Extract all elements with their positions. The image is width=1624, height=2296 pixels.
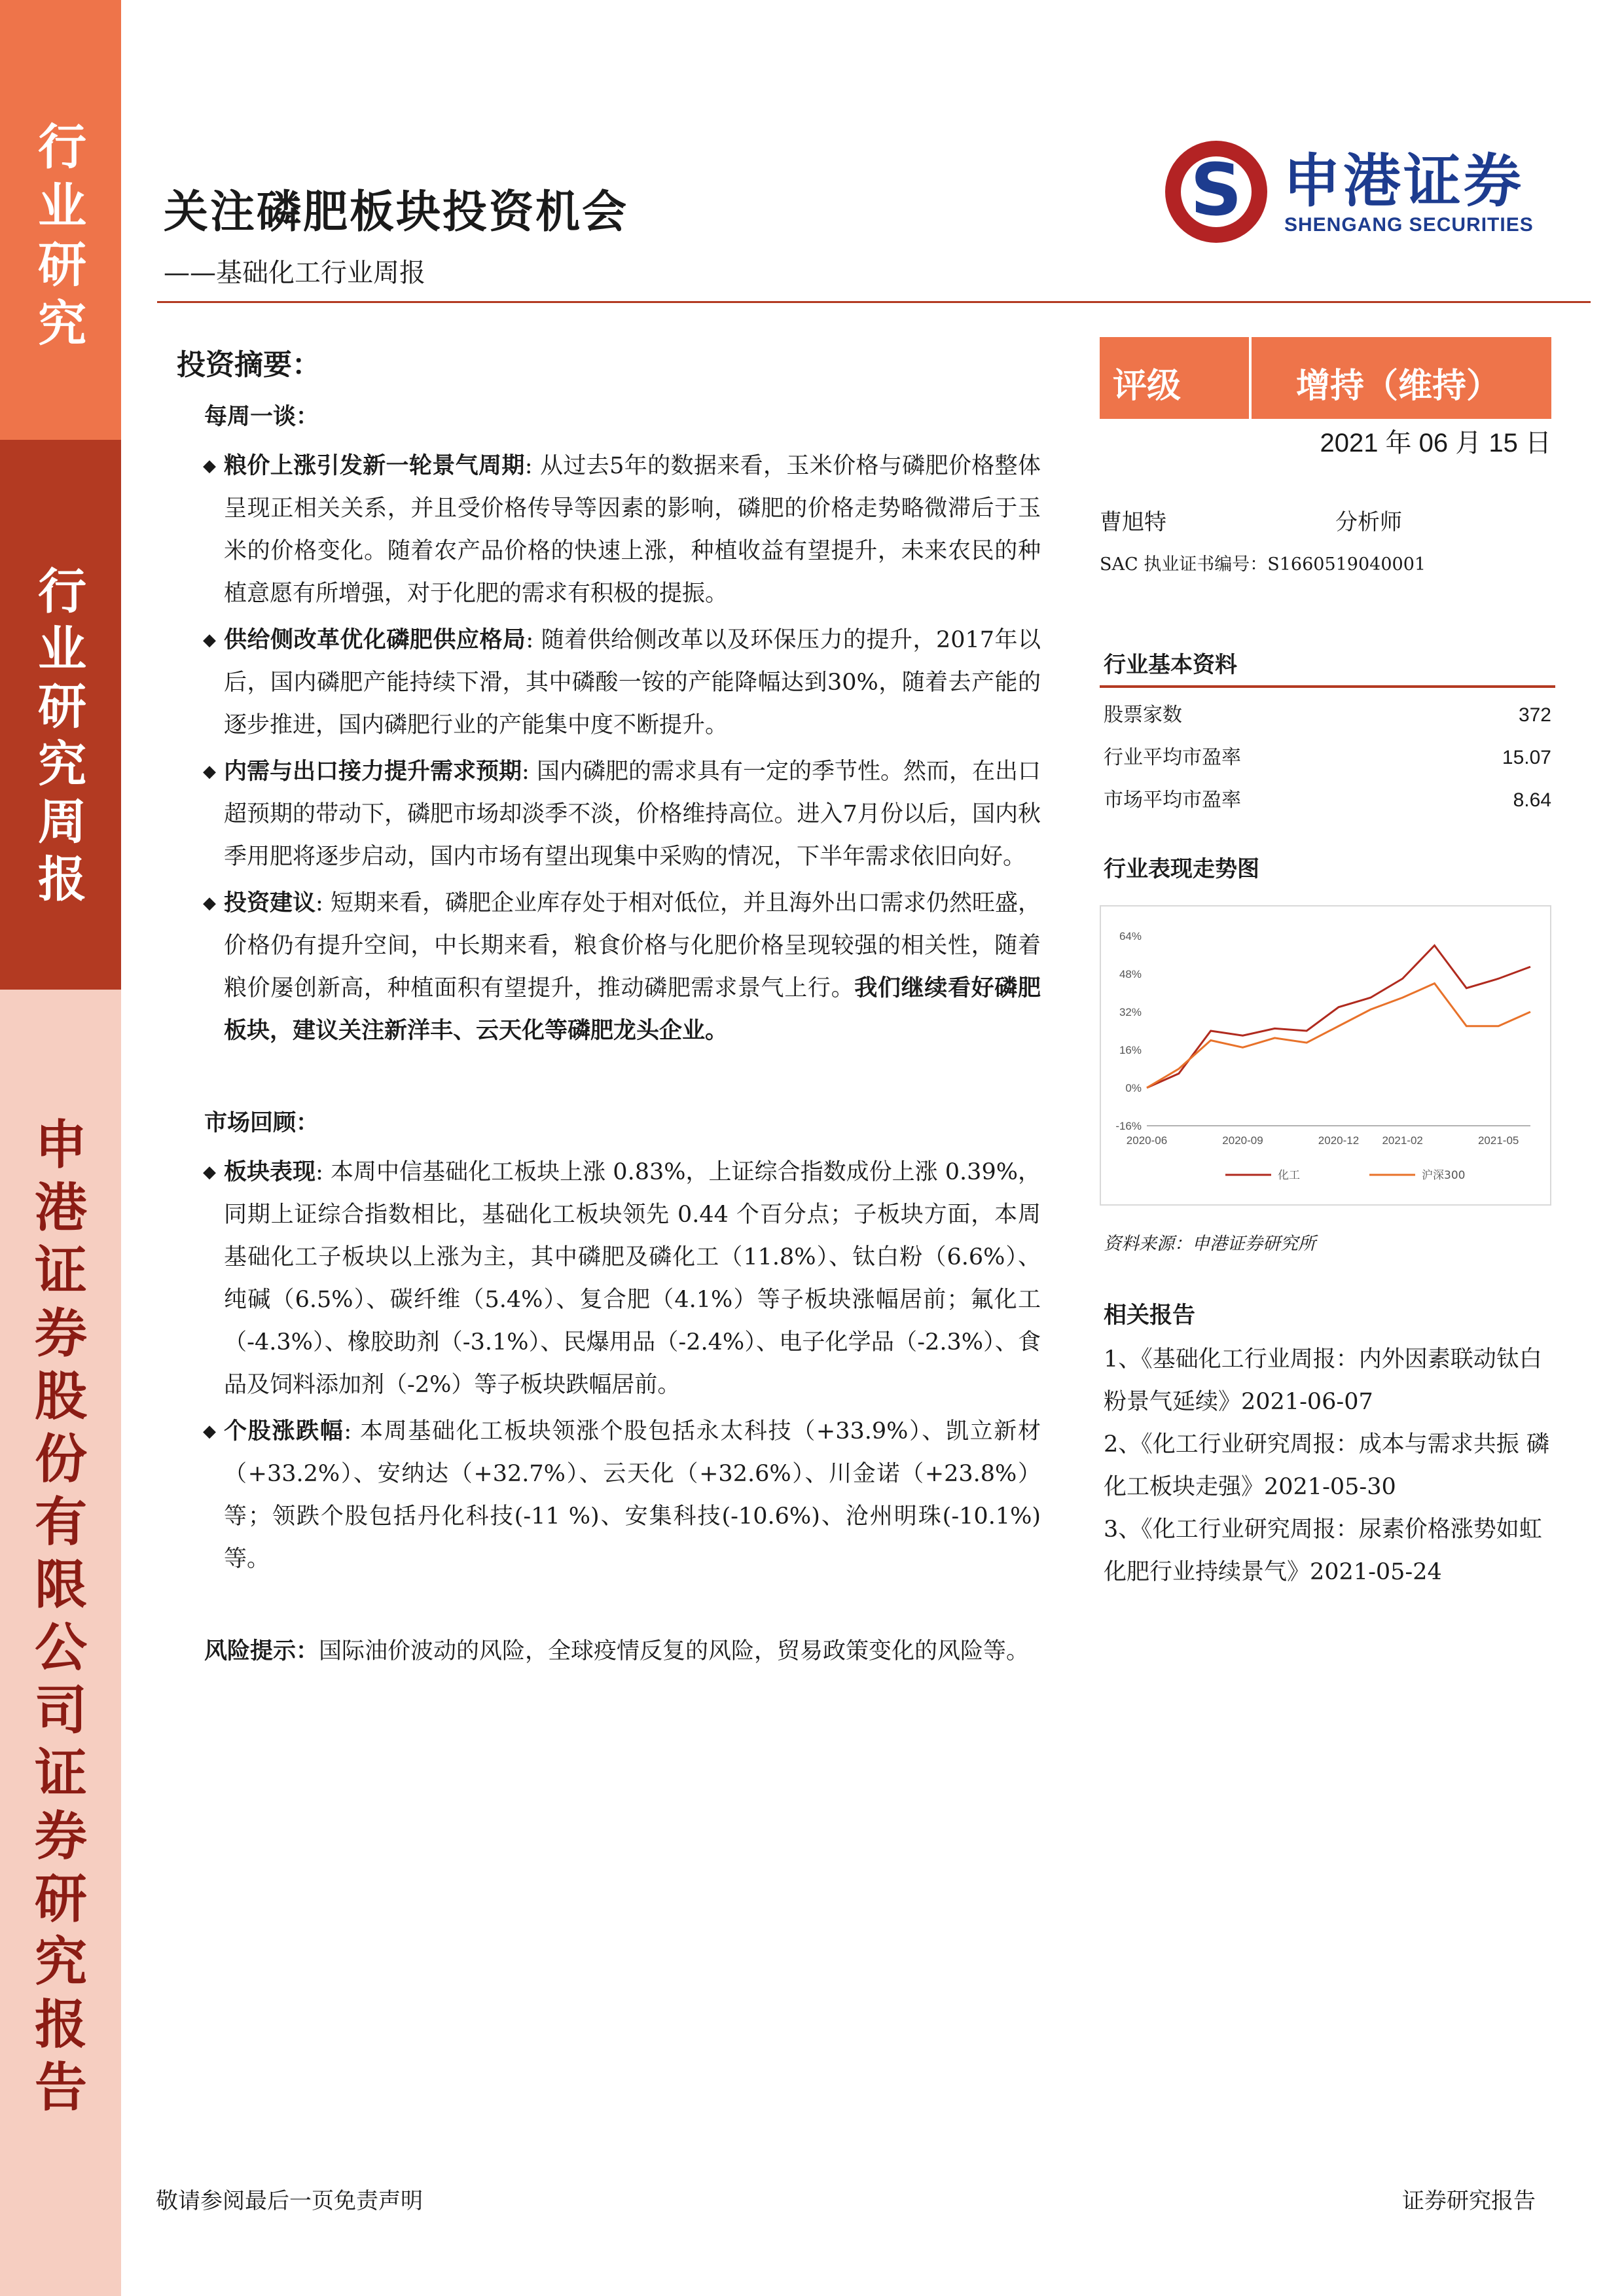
market-item: ◆ 个股涨跌幅: 本周基础化工板块领涨个股包括永太科技（+33.9%）、凯立新材（+33.2%）、安纳达（+32.7%）、云天化（+32.6%）、川金诺（+23.8%）等；领跌个股包括丹化科技(-11 %)、安集科技(-10.6%)、沧州明珠(-10.1%)等。 [177,1410,1041,1581]
series-line-0 [1147,946,1530,1088]
weekly-item: ◆ 投资建议: 短期来看，磷肥企业库存处于相对低位，并且海外出口需求仍然旺盛，价格仍有提升空间，中长期来看，粮食价格与化肥价格呈现较强的相关性，随着粮价屡创新高，种植面积有望提升，推动磷肥需求景气上行。我们继续看好磷肥板块，建议关注新洋丰、云天化等磷肥龙头企业。 [177,882,1041,1052]
table-row: 行业平均市盈率 15.07 [1104,746,1551,769]
footer-disclaimer: 敬请参阅最后一页免责声明 [156,2188,423,2214]
logo-mark-icon: S [1165,141,1267,243]
risk-warning: 风险提示：国际油价波动的风险，全球疫情反复的风险，贸易政策变化的风险等。 [204,1638,1030,1664]
trend-heading: 行业表现走势图 [1104,856,1259,882]
related-report-link[interactable]: 1、《基础化工行业周报：内外因素联动钛白粉景气延续》2021-06-07 [1104,1346,1542,1415]
analyst-sac-number: SAC 执业证书编号：S1660519040001 [1100,554,1426,575]
diamond-bullet-icon: ◆ [203,630,216,650]
sidebar-top-label: 行业研究 [38,119,86,352]
series-line-1 [1147,984,1530,1088]
y-tick-label: 16% [1119,1044,1142,1056]
x-tick-label: 2021-05 [1477,1134,1519,1147]
related-report-link[interactable]: 2、《化工行业研究周报：成本与需求共振 磷化工板块走强》2021-05-30 [1104,1431,1549,1500]
weekly-item: ◆ 粮价上涨引发新一轮景气周期: 从过去5年的数据来看，玉米价格与磷肥价格整体呈现正相关关系，并且受价格传导等因素的影响，磷肥的价格走势略微滞后于玉米的价格变化。随着农产品价格的快速上涨，种植收益有望提升，未来农民的种植意愿有所增强，对于化肥的需求有积极的提振。 [177,445,1041,615]
diamond-bullet-icon: ◆ [203,1422,216,1441]
basic-info-heading: 行业基本资料 [1100,647,1555,688]
y-tick-label: 32% [1119,1006,1142,1018]
rating-box [1100,337,1551,419]
diamond-bullet-icon: ◆ [203,1162,216,1182]
logo-chinese-name: 申港证券 [1283,147,1525,215]
rating-value: 增持（维持） [1296,367,1501,406]
analyst-info [1100,504,1551,536]
sidebar-middle-band [0,440,121,990]
diamond-bullet-icon: ◆ [203,762,216,781]
diamond-bullet-icon: ◆ [203,456,216,476]
related-report-link[interactable]: 3、《化工行业研究周报：尿素价格涨势如虹 化肥行业持续景气》2021-05-24 [1104,1516,1542,1585]
x-tick-label: 2020-12 [1318,1134,1360,1147]
weekly-item: ◆ 内需与出口接力提升需求预期: 国内磷肥的需求具有一定的季节性。然而，在出口超预期的带动下，磷肥市场却淡季不淡，价格维持高位。进入7月份以后，国内秋季用肥将逐步启动，国内市场有望出现集中采购的情况，下半年需求依旧向好。 [177,751,1041,878]
legend-label: 沪深300 [1422,1169,1466,1182]
main-content [177,344,1041,1673]
report-date: 2021 年 06 月 15 日 [1320,429,1551,457]
market-item: ◆ 板块表现: 本周中信基础化工板块上涨 0.83%，上证综合指数成份上涨 0.39%，同期上证综合指数相比，基础化工板块领先 0.44 个百分点；子板块方面，本周基础化工子板块以上涨为主，其中磷肥及磷化工（11.8%）、钛白粉（6.6%）、纯碱（6.5%）、碳纤维（5.4%）、复合肥（4.1%）等子板块涨幅居前；氟化工（-4.3%）、橡胶助剂（-3.1%）、民爆用品（-2.4%）、电子化学品（-2.3%）、食品及饲料添加剂（-2%）等子板块跌幅居前。 [177,1151,1041,1407]
y-tick-label: 64% [1119,930,1142,942]
x-tick-label: 2020-06 [1126,1134,1168,1147]
trend-chart-svg [1101,906,1550,1204]
company-logo [1165,141,1584,252]
basic-info-table [1100,694,1551,821]
y-tick-label: 0% [1125,1082,1142,1094]
diamond-bullet-icon: ◆ [203,893,216,913]
legend-label: 化工 [1278,1169,1300,1182]
weekly-item: ◆ 供给侧改革优化磷肥供应格局: 随着供给侧改革以及环保压力的提升，2017年以后，国内磷肥产能持续下滑，其中磷酸一铵的产能降幅达到30%，随着去产能的逐步推进，国内磷肥行业的产能集中度不断提升。 [177,619,1041,747]
table-row: 股票家数 372 [1104,704,1551,726]
table-row: 市场平均市盈率 8.64 [1104,789,1551,812]
header-divider [157,301,1591,303]
sidebar-top-band [0,0,121,440]
logo-english-name: SHENGANG SECURITIES [1284,214,1534,236]
x-tick-label: 2021-02 [1382,1134,1423,1147]
sidebar-bottom-band [0,990,121,2296]
analyst-role: 分析师 [1335,509,1402,535]
y-tick-label: -16% [1115,1120,1142,1132]
analyst-name: 曹旭特 [1100,509,1166,535]
rating-label: 评级 [1113,367,1182,406]
sidebar [0,0,121,2296]
trend-chart [1100,905,1551,1206]
sidebar-bottom-label: 申港证券股份有限公司证券研究报告 [35,1115,87,2118]
related-heading: 相关报告 [1104,1302,1196,1329]
footer-report-type: 证券研究报告 [1402,2188,1536,2214]
related-list [1100,1338,1555,1594]
x-tick-label: 2020-09 [1222,1134,1263,1147]
report-title: 关注磷肥板块投资机会 [164,186,629,238]
weekly-heading: 每周一谈： [204,404,319,430]
summary-heading: 投资摘要： [177,348,321,382]
sidebar-middle-label: 行业研究周报 [38,564,86,908]
chart-source: 资料来源：申港证券研究所 [1104,1234,1316,1254]
market-heading: 市场回顾： [204,1110,319,1136]
report-subtitle: ——基础化工行业周报 [164,258,425,288]
y-tick-label: 48% [1119,968,1142,980]
